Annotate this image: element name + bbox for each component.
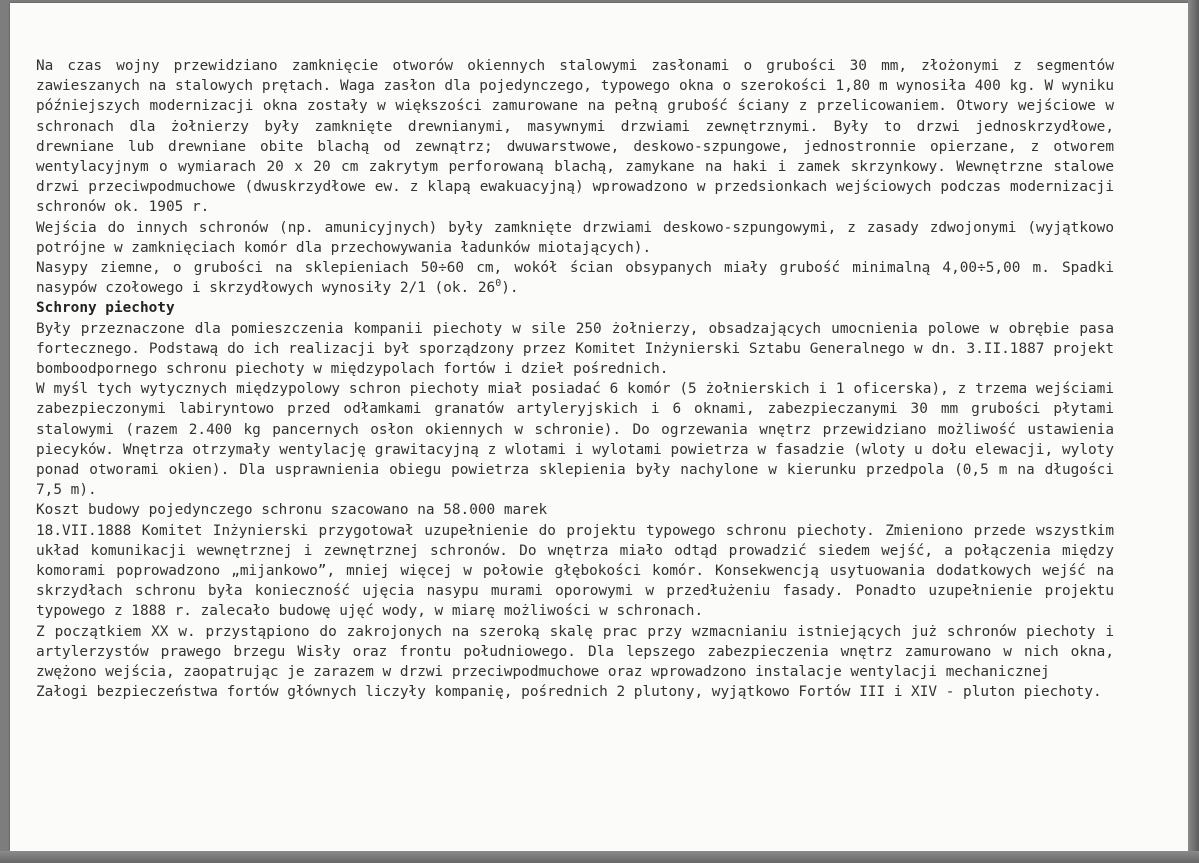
section-heading-schrony-piechoty: Schrony piechoty xyxy=(36,300,175,317)
paragraph-wejscia: Wejścia do innych schronów (np. amunicyjnych) były zamknięte drzwiami deskowo-szpungowymi, z zasady zdwojonymi (wyjątkowo potrójne w zamknięciach komór dla przechowywania ładunków miotających). xyxy=(36,219,1114,256)
paragraph-zalogi: Załogi bezpieczeństwa fortów głównych liczyły kompanię, pośrednich 2 plutony, wyjątkowo Fortów III i XIV - pluton piechoty. xyxy=(36,684,1102,701)
paragraph-wytyczne: W myśl tych wytycznych międzypolowy schron piechoty miał posiadać 6 komór (5 żołnierskich i 1 oficerska), z trzema wejściami zabezpieczonymi labiryntowo przed odłamkami granatów artyleryjskich i 6 oknami, zabezpieczanymi 30 mm grubości płytami stalowymi (razem 2.400 kg pancernych osłon okiennych w schronie). Do ogrzewania wnętrz przewidziano możliwość ustawienia piecyków. Wnętrza otrzymały wentylację grawitacyjną z wlotami i wylotami powietrza w fasadzie (wloty u dołu elewacji, wyloty ponad otworami okien). Dla usprawnienia obiegu powietrza sklepienia były nachylone w kierunku przedpola (0,5 m na długości 7,5 m). xyxy=(36,381,1114,499)
paragraph-okna-drzwi: Na czas wojny przewidziano zamknięcie otworów okiennych stalowymi zasłonami o grubości 30 mm, złożonymi z segmentów zawieszanych na stalowych prętach. Waga zasłon dla pojedynczego, typowego okna o szerokości 1,80 m wynosiła 400 kg. W wyniku późniejszych modernizacji okna zostały w większości zamurowane na pełną grubość ściany z przelicowaniem. Otwory wejściowe w schronach dla żołnierzy były zamknięte drewnianymi, masywnymi drzwiami zewnętrznymi. Były to drzwi jednoskrzydłowe, drewniane lub drewniane obite blachą od zewnątrz; dwuwarstwowe, deskowo-szpungowe, jednostronnie opierzane, z otworem wentylacyjnym o wymiarach 20 x 20 cm zakrytym perforowaną blachą, zamykane na haki i zamek skrzynkowy. Wewnętrzne stalowe drzwi przeciwpodmuchowe (dwuskrzydłowe ew. z klapą ewakuacyjną) wprowadzono w przedsionkach wejściowych podczas modernizacji schronów ok. 1905 r. xyxy=(36,58,1114,216)
paragraph-przeznaczenie: Były przeznaczone dla pomieszczenia kompanii piechoty w sile 250 żołnierzy, obsadzających umocnienia polowe w obrębie pasa fortecznego. Podstawą do ich realizacji był sporządzony przez Komitet Inżynierski Sztabu Generalnego w dn. 3.II.1887 projekt bomboodpornego schronu piechoty w międzypolach fortów i dzieł pośrednich. xyxy=(36,320,1114,378)
degree-superscript: 0 xyxy=(495,278,502,290)
paragraph-nasypy xyxy=(36,258,1114,298)
nasypy-tail: ). xyxy=(501,280,519,297)
scan-border-bottom xyxy=(0,851,1199,863)
paragraph-koszt: Koszt budowy pojedynczego schronu szacowano na 58.000 marek xyxy=(36,502,548,519)
scan-border-right xyxy=(1188,0,1199,863)
nasypy-text: Nasypy ziemne, o grubości na sklepieniach 50÷60 cm, wokół ścian obsypanych miały grubość minimalną 4,00÷5,00 m. Spadki nasypów czołowego i skrzydłowych wynosiły 2/1 (ok. 26 xyxy=(36,260,1114,297)
paragraph-uzupelnienie: 18.VII.1888 Komitet Inżynierski przygotował uzupełnienie do projektu typowego schronu piechoty. Zmieniono przede wszystkim układ komunikacji wewnętrznej i zewnętrznej schronów. Do wnętrza miało odtąd prowadzić siedem wejść, a połączenia między komorami poprowadzono „mijankowo”, mniej więcej w połowie głębokości komór. Konsekwencją usytuowania dodatkowych wejść na skrzydłach schronu była konieczność ujęcia nasypu murami oporowymi w przedłużeniu fasady. Ponadto uzupełnienie projektu typowego z 1888 r. zalecało budowę ujęć wody, w miarę możliwości w schronach. xyxy=(36,522,1114,620)
paragraph-wzmacnianie: Z początkiem XX w. przystąpiono do zakrojonych na szeroką skalę prac przy wzmacnianiu istniejących już schronów piechoty i artylerzystów prawego brzegu Wisły oraz frontu południowego. Dla lepszego zabezpieczenia wnętrz zamurowano w nich okna, zwężono wejścia, zaopatrując je zarazem w drzwi przeciwpodmuchowe oraz wprowadzono instalacje wentylacji mechanicznej xyxy=(36,623,1114,681)
document-body xyxy=(36,56,1114,703)
